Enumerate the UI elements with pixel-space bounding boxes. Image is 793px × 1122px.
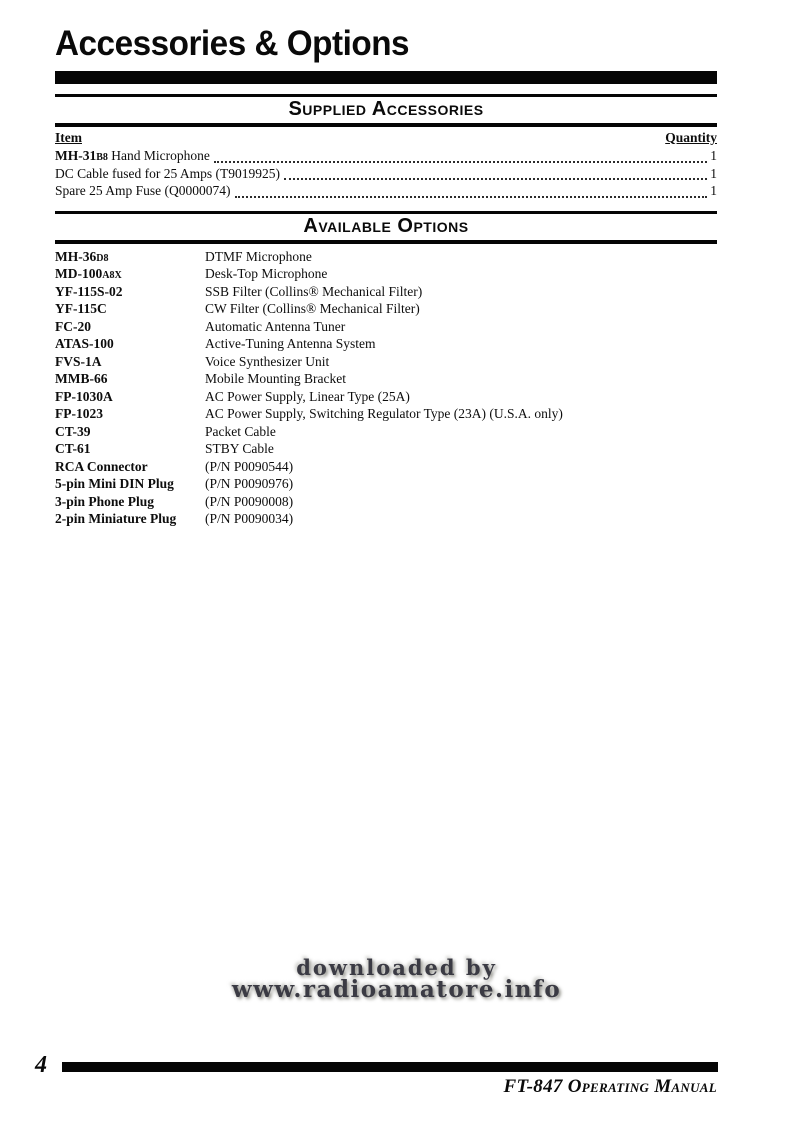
option-model <box>55 459 205 475</box>
option-description: Packet Cable <box>205 423 276 439</box>
option-description: Automatic Antenna Tuner <box>205 318 346 334</box>
item-quantity: 1 <box>710 165 717 181</box>
option-model-name: 2-pin Miniature Plug <box>55 511 177 526</box>
option-description: AC Power Supply, Switching Regulator Type (23A) (U.S.A. only) <box>205 406 563 421</box>
option-model-name: FP-1023 <box>55 406 103 421</box>
option-model <box>55 389 205 405</box>
list-item <box>55 511 717 529</box>
option-model-name: FVS-1A <box>55 353 102 369</box>
supplied-table <box>55 130 717 201</box>
list-item <box>55 354 717 372</box>
option-model-name: CT-39 <box>55 423 91 439</box>
option-model-name: RCA Connector <box>55 458 148 474</box>
item-model: MH-31 <box>55 148 97 163</box>
list-item <box>55 424 717 442</box>
option-description: (P/N P0090976) <box>205 476 294 491</box>
list-item <box>55 371 717 389</box>
item-text: Hand Microphone <box>107 148 210 163</box>
list-item <box>55 406 717 424</box>
footer-rule <box>62 1062 718 1072</box>
list-item <box>55 441 717 459</box>
item-quantity: 1 <box>710 183 717 198</box>
item-model-suffix: B8 <box>96 152 108 163</box>
option-description: Voice Synthesizer Unit <box>205 353 330 369</box>
page-content <box>55 0 717 529</box>
dot-leader <box>284 178 707 180</box>
option-description: Desk-Top Microphone <box>205 266 328 281</box>
table-row <box>55 166 717 184</box>
item-name <box>55 183 231 199</box>
option-model-name: FP-1030A <box>55 388 113 404</box>
option-model-name: FC-20 <box>55 318 91 334</box>
list-item <box>55 476 717 494</box>
supplied-accessories-heading <box>55 94 717 127</box>
option-model-name: MMB-66 <box>55 371 108 386</box>
option-description: STBY Cable <box>205 441 274 456</box>
options-list <box>55 249 717 529</box>
item-text: DC Cable fused for 25 Amps (T9019925) <box>55 165 280 181</box>
option-description: (P/N P0090008) <box>205 493 294 509</box>
table-header-row <box>55 130 717 148</box>
column-header-item: Item <box>55 130 82 145</box>
item-name <box>55 148 210 164</box>
dot-leader <box>214 161 707 163</box>
option-model <box>55 354 205 370</box>
option-model <box>55 406 205 422</box>
list-item <box>55 459 717 477</box>
list-item <box>55 494 717 512</box>
list-item <box>55 319 717 337</box>
option-model <box>55 266 205 282</box>
option-model-name: ATAS-100 <box>55 336 114 351</box>
page-title: Accessories & Options <box>55 24 410 63</box>
option-model-name: YF-115S-02 <box>55 283 123 299</box>
option-model <box>55 249 205 265</box>
rule <box>55 240 717 244</box>
footer-title: FT-847 Operating Manual <box>503 1076 717 1097</box>
option-model-suffix: A8X <box>102 270 122 281</box>
list-item <box>55 389 717 407</box>
option-description: Mobile Mounting Bracket <box>205 371 346 386</box>
watermark <box>0 957 793 1002</box>
page-number: 4 <box>35 1052 47 1078</box>
option-model <box>55 441 205 457</box>
watermark-line2: www.radioamatore.info <box>231 976 562 1003</box>
item-name <box>55 166 280 182</box>
table-row <box>55 183 717 201</box>
option-description: SSB Filter (Collins® Mechanical Filter) <box>205 283 423 299</box>
option-description: (P/N P0090034) <box>205 511 294 526</box>
section-heading: Supplied Accessories <box>288 98 484 120</box>
option-model-name: MH-36 <box>55 248 97 264</box>
table-row <box>55 148 717 166</box>
list-item <box>55 301 717 319</box>
option-model <box>55 301 205 317</box>
option-model-name: 3-pin Phone Plug <box>55 493 155 509</box>
supplied-rows <box>55 148 717 201</box>
watermark-line1: downloaded by <box>296 955 497 980</box>
list-item <box>55 336 717 354</box>
item-quantity: 1 <box>710 148 717 163</box>
list-item <box>55 266 717 284</box>
option-description: (P/N P0090544) <box>205 458 294 474</box>
available-options-heading <box>55 211 717 244</box>
option-model-name: MD-100 <box>55 266 103 281</box>
item-text: Spare 25 Amp Fuse (Q0000074) <box>55 183 231 198</box>
list-item <box>55 284 717 302</box>
option-model <box>55 336 205 352</box>
option-model <box>55 284 205 300</box>
option-model <box>55 511 205 527</box>
title-rule <box>55 71 717 84</box>
dot-leader <box>235 196 708 198</box>
option-model-name: 5-pin Mini DIN Plug <box>55 476 174 491</box>
column-header-quantity: Quantity <box>665 130 717 145</box>
option-model <box>55 319 205 335</box>
option-description: CW Filter (Collins® Mechanical Filter) <box>205 301 420 316</box>
option-model <box>55 371 205 387</box>
option-model <box>55 424 205 440</box>
option-description: AC Power Supply, Linear Type (25A) <box>205 388 410 404</box>
list-item <box>55 249 717 267</box>
option-description: DTMF Microphone <box>205 248 312 264</box>
option-model-name: CT-61 <box>55 441 91 456</box>
option-model-suffix: D8 <box>96 252 109 264</box>
option-model <box>55 494 205 510</box>
option-model <box>55 476 205 492</box>
section-heading: Available Options <box>303 214 469 237</box>
option-model-name: YF-115C <box>55 301 107 316</box>
rule <box>55 123 717 127</box>
option-description: Active-Tuning Antenna System <box>205 336 376 351</box>
